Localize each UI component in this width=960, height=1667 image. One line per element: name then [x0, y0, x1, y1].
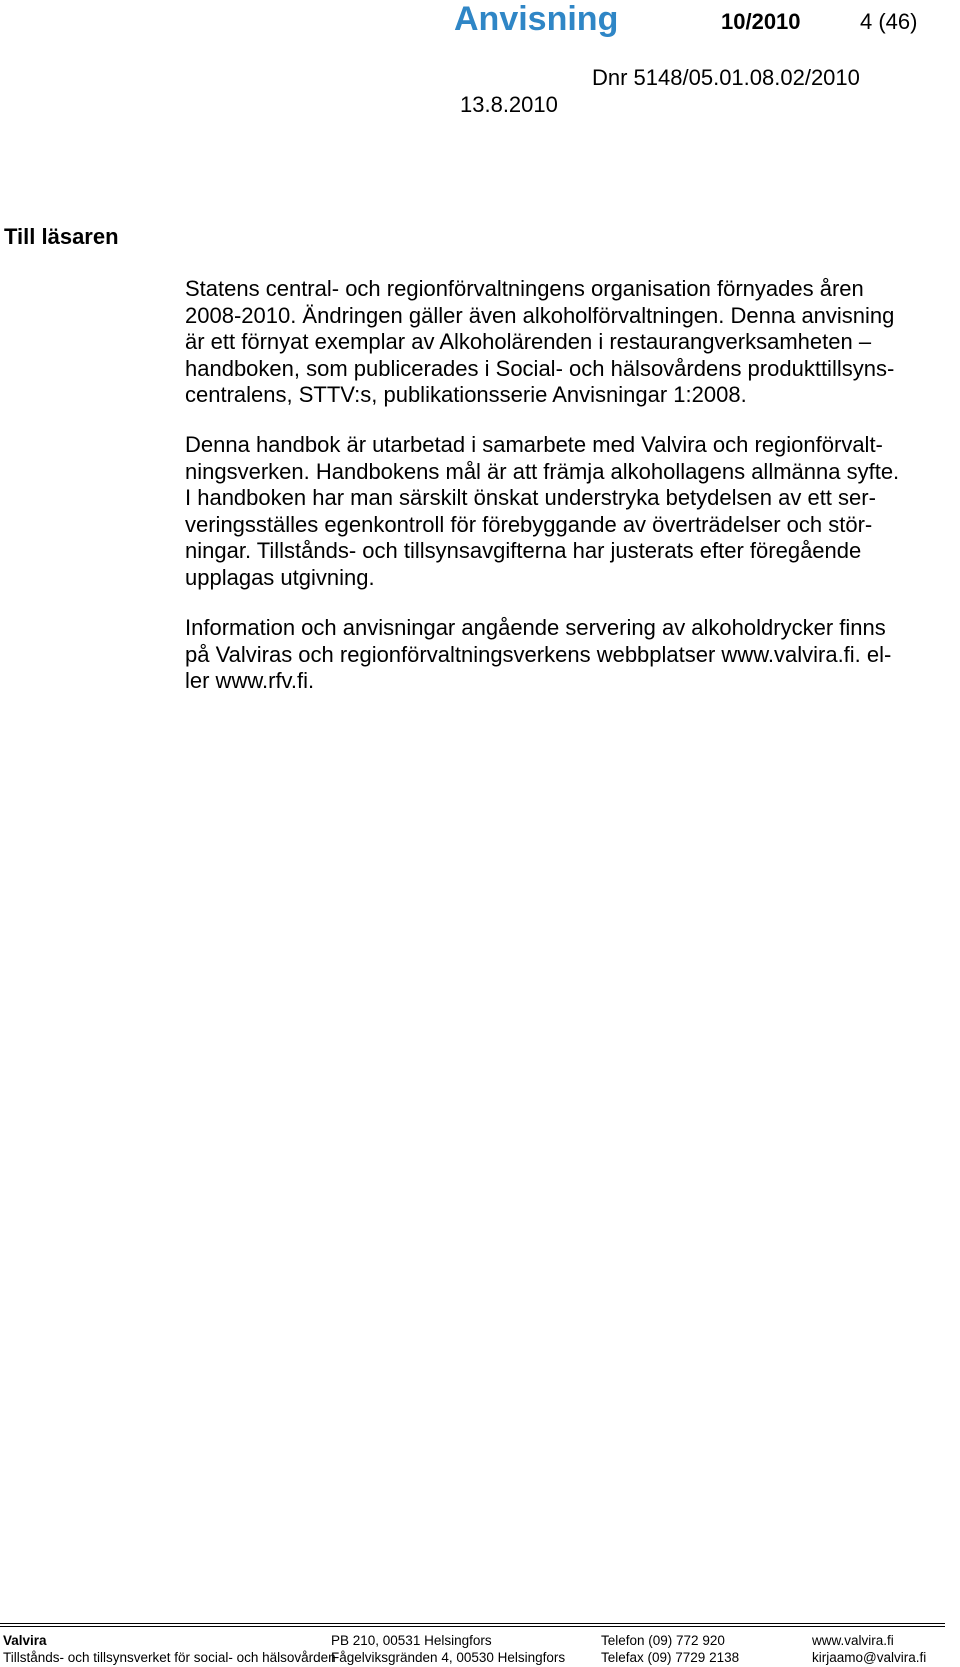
paragraph-intro	[185, 276, 940, 409]
footer-postal-address: PB 210, 00531 Helsingfors	[331, 1633, 492, 1648]
document-date: 13.8.2010	[460, 92, 558, 117]
paragraph-line: är ett förnyat exemplar av Alkoholärenden i restaurangverksamheten –	[185, 329, 872, 354]
paragraph-line: I handboken har man särskilt önskat understryka betydelsen av ett ser-	[185, 485, 876, 510]
section-heading: Till läsaren	[4, 224, 119, 249]
paragraph-information	[185, 615, 940, 695]
document-dnr: Dnr 5148/05.01.08.02/2010	[592, 65, 860, 90]
paragraph-line: på Valviras och regionförvaltningsverkens webbplatser www.valvira.fi. el-	[185, 641, 892, 667]
paragraph-line: ningsverken. Handbokens mål är att främja alkohollagens allmänna syfte.	[185, 458, 900, 484]
footer-phone: Telefon (09) 772 920	[601, 1633, 725, 1648]
page-indicator: 4 (46)	[860, 9, 918, 34]
footer-fax: Telefax (09) 7729 2138	[601, 1650, 740, 1665]
footer-divider	[0, 1623, 945, 1624]
document-title: Anvisning	[454, 0, 619, 38]
footer-org-name: Valvira	[3, 1633, 47, 1648]
paragraph-line: Statens central- och regionförvaltningens organisation förnyades åren	[185, 276, 864, 301]
footer-street-address: Fågelviksgränden 4, 00530 Helsingfors	[331, 1650, 566, 1665]
paragraph-line: veringsställes egenkontroll för förebyggande av överträdelser och stör-	[185, 511, 873, 537]
paragraph-line: Denna handbok är utarbetad i samarbete med Valvira och regionförvalt-	[185, 432, 883, 457]
footer-website: www.valvira.fi	[812, 1633, 894, 1648]
document-number: 10/2010	[721, 9, 801, 34]
footer-divider	[0, 1626, 945, 1627]
paragraph-line: ningar. Tillstånds- och tillsynsavgifterna har justerats efter föregående	[185, 538, 862, 563]
footer-org-full-name: Tillstånds- och tillsynsverket för social- och hälsovården	[3, 1650, 336, 1665]
paragraph-line: Information och anvisningar angående servering av alkoholdrycker finns	[185, 615, 886, 640]
paragraph-line: centralens, STTV:s, publikationsserie Anvisningar 1:2008.	[185, 382, 747, 407]
paragraph-line: upplagas utgivning.	[185, 564, 375, 590]
paragraph-line: ler www.rfv.fi.	[185, 668, 315, 693]
paragraph-line: handboken, som publicerades i Social- och hälsovårdens produkttillsyns-	[185, 355, 895, 381]
footer-email: kirjaamo@valvira.fi	[812, 1650, 927, 1665]
paragraph-line: 2008-2010. Ändringen gäller även alkoholförvaltningen. Denna anvisning	[185, 302, 895, 328]
paragraph-handbook	[185, 432, 940, 591]
